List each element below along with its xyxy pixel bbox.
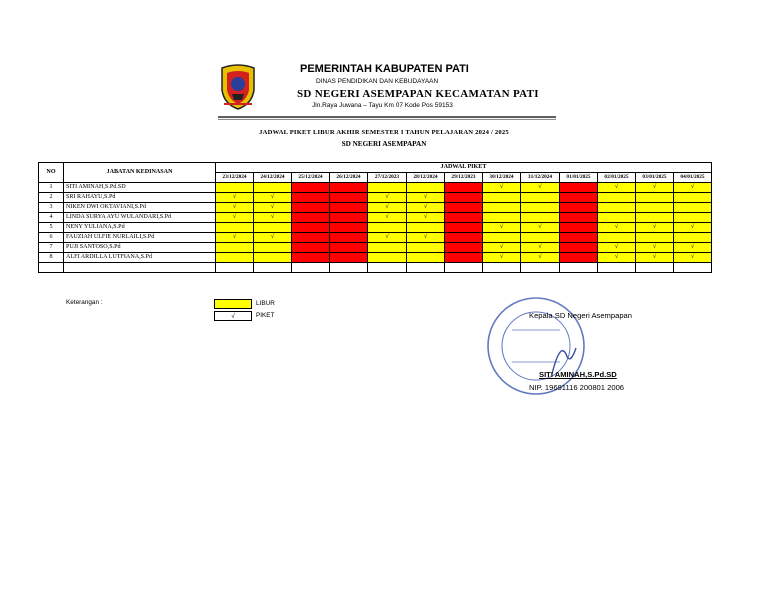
schedule-cell bbox=[445, 203, 483, 213]
schedule-cell bbox=[445, 253, 483, 263]
table-row bbox=[39, 223, 712, 233]
schedule-cell: √ bbox=[368, 233, 407, 243]
schedule-cell bbox=[330, 253, 368, 263]
schedule-cell bbox=[560, 193, 598, 203]
schedule-cell bbox=[598, 203, 636, 213]
schedule-cell: √ bbox=[674, 243, 712, 253]
staff-name: ALFI ARDILLA LUTFIANA,S.Pd bbox=[64, 253, 216, 263]
schedule-cell bbox=[216, 223, 254, 233]
date-header: 31/12/2024 bbox=[521, 173, 560, 183]
table-row-empty bbox=[39, 263, 712, 273]
pati-regency-emblem bbox=[218, 64, 258, 110]
date-header: 04/01/2025 bbox=[674, 173, 712, 183]
signature-role: Kepala SD Negeri Asempapan bbox=[529, 311, 633, 320]
schedule-cell bbox=[368, 243, 407, 253]
schedule-cell bbox=[368, 183, 407, 193]
schedule-cell bbox=[407, 253, 445, 263]
schedule-cell bbox=[674, 213, 712, 223]
date-header: 26/12/2024 bbox=[330, 173, 368, 183]
schedule-cell bbox=[560, 233, 598, 243]
col-header-jadwal: JADWAL PIKET bbox=[216, 163, 712, 173]
col-header-no: NO bbox=[39, 163, 64, 183]
schedule-cell bbox=[292, 223, 330, 233]
schedule-cell: √ bbox=[216, 203, 254, 213]
schedule-cell bbox=[598, 213, 636, 223]
table-row bbox=[39, 203, 712, 213]
schedule-cell: √ bbox=[368, 213, 407, 223]
row-number: 5 bbox=[39, 223, 64, 233]
staff-name: LINDA SURYA AYU WULANDARI,S.Pd bbox=[64, 213, 216, 223]
schedule-cell: √ bbox=[521, 243, 560, 253]
schedule-cell: √ bbox=[407, 213, 445, 223]
schedule-cell: √ bbox=[636, 253, 674, 263]
schedule-cell: √ bbox=[636, 183, 674, 193]
empty-cell bbox=[598, 263, 636, 273]
schedule-subtitle: SD NEGERI ASEMPAPAN bbox=[341, 140, 427, 148]
schedule-cell: √ bbox=[521, 253, 560, 263]
schedule-cell bbox=[292, 213, 330, 223]
schedule-cell bbox=[216, 243, 254, 253]
header-department: DINAS PENDIDIKAN DAN KEBUDAYAAN bbox=[316, 78, 439, 85]
row-number: 1 bbox=[39, 183, 64, 193]
schedule-cell bbox=[292, 253, 330, 263]
empty-cell bbox=[445, 263, 483, 273]
schedule-cell bbox=[254, 183, 292, 193]
header-school: SD NEGERI ASEMPAPAN KECAMATAN PATI bbox=[297, 88, 539, 100]
schedule-cell bbox=[483, 203, 521, 213]
schedule-cell bbox=[445, 193, 483, 203]
schedule-cell bbox=[368, 253, 407, 263]
empty-cell bbox=[330, 263, 368, 273]
empty-cell bbox=[216, 263, 254, 273]
empty-cell bbox=[521, 263, 560, 273]
schedule-cell bbox=[368, 223, 407, 233]
schedule-cell: √ bbox=[368, 203, 407, 213]
schedule-cell bbox=[445, 223, 483, 233]
table-row bbox=[39, 213, 712, 223]
schedule-cell bbox=[254, 243, 292, 253]
date-header: 23/12/2024 bbox=[216, 173, 254, 183]
schedule-cell: √ bbox=[598, 253, 636, 263]
schedule-cell bbox=[560, 243, 598, 253]
row-number: 3 bbox=[39, 203, 64, 213]
schedule-cell bbox=[292, 233, 330, 243]
schedule-cell: √ bbox=[483, 183, 521, 193]
schedule-cell: √ bbox=[521, 183, 560, 193]
schedule-cell: √ bbox=[368, 193, 407, 203]
schedule-cell: √ bbox=[636, 243, 674, 253]
date-header: 24/12/2024 bbox=[254, 173, 292, 183]
schedule-cell bbox=[292, 203, 330, 213]
schedule-cell: √ bbox=[483, 223, 521, 233]
date-header: 25/12/2024 bbox=[292, 173, 330, 183]
schedule-cell bbox=[674, 193, 712, 203]
staff-name: PUJI SANTOSO,S.Pd bbox=[64, 243, 216, 253]
schedule-cell bbox=[330, 213, 368, 223]
date-header: 01/01/2025 bbox=[560, 173, 598, 183]
legend-piket-label: PIKET bbox=[256, 312, 275, 319]
schedule-cell bbox=[407, 183, 445, 193]
schedule-cell: √ bbox=[216, 193, 254, 203]
schedule-cell: √ bbox=[674, 223, 712, 233]
schedule-cell bbox=[483, 213, 521, 223]
schedule-cell bbox=[216, 253, 254, 263]
empty-cell bbox=[674, 263, 712, 273]
row-number: 6 bbox=[39, 233, 64, 243]
row-number: 2 bbox=[39, 193, 64, 203]
date-header: 02/01/2025 bbox=[598, 173, 636, 183]
empty-cell bbox=[39, 263, 64, 273]
schedule-cell bbox=[598, 193, 636, 203]
schedule-cell bbox=[292, 243, 330, 253]
schedule-cell: √ bbox=[254, 233, 292, 243]
table-row bbox=[39, 243, 712, 253]
schedule-cell bbox=[560, 203, 598, 213]
schedule-cell: √ bbox=[407, 233, 445, 243]
schedule-cell bbox=[254, 253, 292, 263]
date-header: 03/01/2025 bbox=[636, 173, 674, 183]
row-number: 4 bbox=[39, 213, 64, 223]
header-divider bbox=[218, 116, 556, 120]
schedule-cell bbox=[483, 233, 521, 243]
staff-name: NIKEN DWI OKTAVIANI,S.Pd bbox=[64, 203, 216, 213]
schedule-cell: √ bbox=[407, 203, 445, 213]
schedule-cell bbox=[674, 233, 712, 243]
schedule-cell bbox=[330, 203, 368, 213]
schedule-cell: √ bbox=[598, 243, 636, 253]
date-header: 28/12/2024 bbox=[407, 173, 445, 183]
schedule-cell bbox=[445, 183, 483, 193]
empty-cell bbox=[636, 263, 674, 273]
schedule-cell bbox=[292, 193, 330, 203]
staff-name: NENY YULIANA,S.Pd bbox=[64, 223, 216, 233]
schedule-cell bbox=[445, 243, 483, 253]
staff-name: SITI AMINAH,S.Pd.SD bbox=[64, 183, 216, 193]
table-row bbox=[39, 253, 712, 263]
empty-cell bbox=[292, 263, 330, 273]
schedule-cell bbox=[292, 183, 330, 193]
schedule-cell: √ bbox=[216, 213, 254, 223]
schedule-cell bbox=[521, 233, 560, 243]
empty-cell bbox=[254, 263, 292, 273]
schedule-cell bbox=[598, 233, 636, 243]
legend-libur-swatch bbox=[214, 299, 252, 309]
piket-schedule-table bbox=[38, 162, 712, 273]
schedule-cell bbox=[521, 213, 560, 223]
schedule-cell: √ bbox=[598, 223, 636, 233]
empty-cell bbox=[368, 263, 407, 273]
schedule-cell bbox=[636, 193, 674, 203]
staff-name: FAUZIAH ULFIE NURLAILI,S.Pd bbox=[64, 233, 216, 243]
signature-nip: NIP. 19691116 200801 2006 bbox=[529, 383, 625, 392]
schedule-cell bbox=[330, 223, 368, 233]
date-header: 29/12/2023 bbox=[445, 173, 483, 183]
staff-name: SRI RAHAYU,S.Pd bbox=[64, 193, 216, 203]
schedule-cell: √ bbox=[254, 193, 292, 203]
row-number: 8 bbox=[39, 253, 64, 263]
table-row bbox=[39, 183, 712, 193]
empty-cell bbox=[483, 263, 521, 273]
schedule-cell: √ bbox=[674, 253, 712, 263]
schedule-cell: √ bbox=[598, 183, 636, 193]
schedule-cell bbox=[330, 183, 368, 193]
schedule-cell: √ bbox=[674, 183, 712, 193]
schedule-cell bbox=[521, 203, 560, 213]
schedule-title: JADWAL PIKET LIBUR AKHIR SEMESTER I TAHUN PELAJARAN 2024 / 2025 bbox=[259, 129, 509, 136]
schedule-cell bbox=[407, 243, 445, 253]
schedule-cell bbox=[254, 223, 292, 233]
legend-libur-label: LIBUR bbox=[256, 300, 275, 307]
schedule-cell bbox=[445, 233, 483, 243]
empty-cell bbox=[64, 263, 216, 273]
schedule-cell bbox=[407, 223, 445, 233]
schedule-cell: √ bbox=[483, 253, 521, 263]
signature-name: SITI AMINAH,S.Pd.SD bbox=[539, 370, 617, 379]
schedule-cell bbox=[560, 213, 598, 223]
schedule-cell bbox=[636, 233, 674, 243]
empty-cell bbox=[407, 263, 445, 273]
schedule-cell: √ bbox=[254, 203, 292, 213]
schedule-cell: √ bbox=[483, 243, 521, 253]
schedule-cell bbox=[560, 183, 598, 193]
schedule-cell bbox=[560, 253, 598, 263]
legend-piket-swatch: √ bbox=[214, 311, 252, 321]
empty-cell bbox=[560, 263, 598, 273]
schedule-cell bbox=[560, 223, 598, 233]
schedule-cell: √ bbox=[254, 213, 292, 223]
header-address: Jln.Raya Juwana – Tayu Km 07 Kode Pos 59153 bbox=[312, 102, 453, 109]
schedule-cell bbox=[674, 203, 712, 213]
schedule-cell bbox=[636, 203, 674, 213]
schedule-cell bbox=[216, 183, 254, 193]
schedule-cell bbox=[330, 233, 368, 243]
schedule-cell bbox=[483, 193, 521, 203]
schedule-cell: √ bbox=[636, 223, 674, 233]
date-header: 30/12/2024 bbox=[483, 173, 521, 183]
schedule-cell: √ bbox=[521, 223, 560, 233]
schedule-cell bbox=[330, 243, 368, 253]
legend-title: Keterangan : bbox=[66, 299, 103, 306]
col-header-jabatan: JABATAN KEDINASAN bbox=[64, 163, 216, 183]
schedule-cell: √ bbox=[216, 233, 254, 243]
row-number: 7 bbox=[39, 243, 64, 253]
schedule-cell: √ bbox=[407, 193, 445, 203]
table-row bbox=[39, 193, 712, 203]
schedule-cell bbox=[330, 193, 368, 203]
table-row bbox=[39, 233, 712, 243]
schedule-cell bbox=[521, 193, 560, 203]
header-government: PEMERINTAH KABUPATEN PATI bbox=[300, 63, 469, 75]
schedule-cell bbox=[445, 213, 483, 223]
date-header: 27/12/2023 bbox=[368, 173, 407, 183]
schedule-cell bbox=[636, 213, 674, 223]
